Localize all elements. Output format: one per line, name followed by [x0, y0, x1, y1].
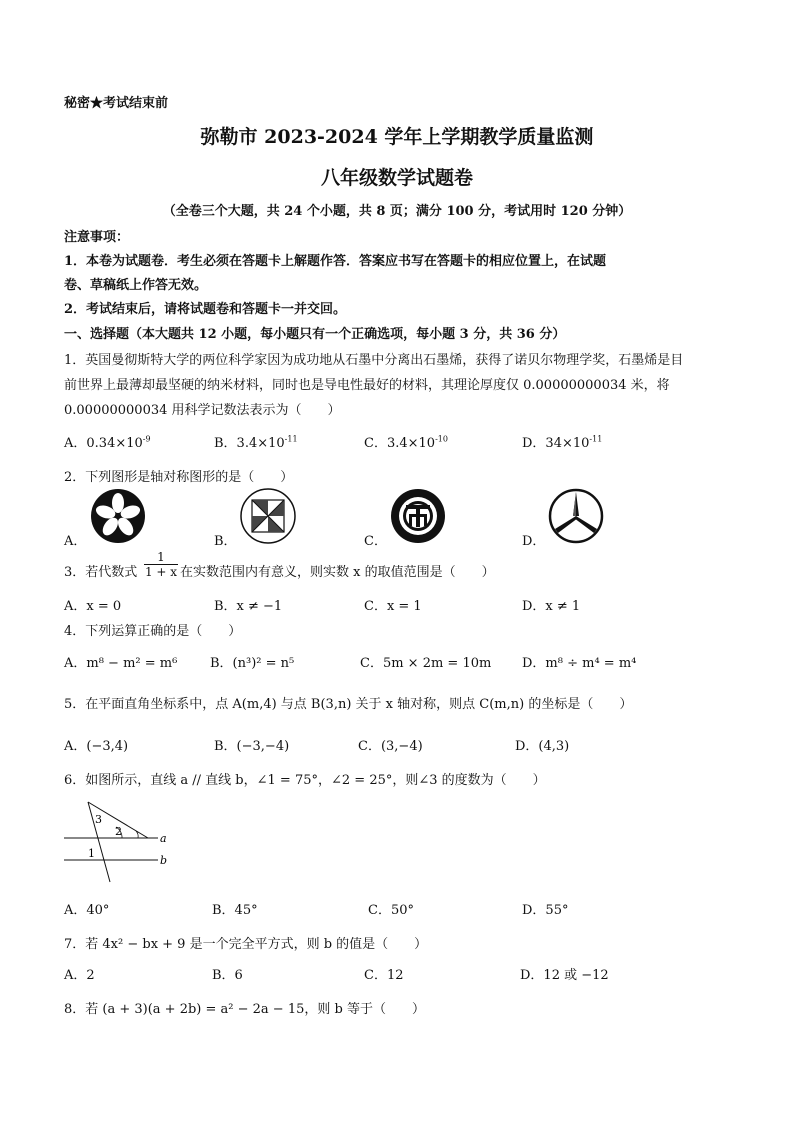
question-3-pre: 3．若代数式 — [64, 565, 138, 580]
q1-option-b — [214, 432, 298, 451]
q6-option-c: C．50° — [368, 903, 414, 918]
q4-option-a: A．m⁸ − m² = m⁶ — [64, 656, 178, 671]
notice-item-1-line-1: 1．本卷为试题卷．考生必须在答题卡上解题作答．答案应书写在答题卡的相应位置上，在试题 — [64, 254, 607, 269]
notice-item-1-line-2: 卷、草稿纸上作答无效。 — [64, 278, 208, 293]
question-7: 7．若 4x² − bx + 9 是一个完全平方式，则 b 的值是（ ） — [64, 937, 428, 952]
q6-option-b: B．45° — [212, 903, 258, 918]
q1-option-c — [364, 432, 448, 451]
q1-option-d-text: D．34×10 — [522, 436, 590, 451]
q2-option-d: D． — [522, 534, 546, 549]
q5-option-d: D．(4,3) — [515, 739, 570, 754]
q2-option-c: C． — [364, 534, 387, 549]
railway-emblem-icon — [390, 488, 446, 544]
question-2: 2．下列图形是轴对称图形的是（ ） — [64, 470, 294, 485]
q3-fraction-denominator: 1 + x — [144, 565, 178, 579]
q4-option-c: C．5m × 2m = 10m — [360, 656, 492, 671]
q3-fraction-numerator: 1 — [157, 550, 165, 564]
question-3-post: 在实数范围内有意义，则实数 x 的取值范围是（ ） — [180, 565, 495, 580]
q6-option-a: A．40° — [64, 903, 110, 918]
q3-option-a: A．x = 0 — [64, 599, 122, 614]
q2-option-a: A． — [64, 534, 87, 549]
question-4: 4．下列运算正确的是（ ） — [64, 624, 242, 639]
exam-title: 弥勒市 2023-2024 学年上学期教学质量监测 — [200, 126, 594, 148]
exam-info: （全卷三个大题，共 24 个小题，共 8 页；满分 100 分，考试用时 120 分钟） — [162, 204, 632, 219]
q2-option-b: B． — [214, 534, 237, 549]
q1-option-d-exp: -11 — [589, 434, 603, 444]
q1-option-b-text: B．3.4×10 — [214, 436, 285, 451]
q4-option-d: D．m⁸ ÷ m⁴ = m⁴ — [522, 656, 637, 671]
secret-label: 秘密★考试结束前 — [64, 96, 169, 111]
line-a-label: a — [160, 832, 167, 845]
q7-option-c: C．12 — [364, 968, 404, 983]
q1-option-c-exp: -10 — [435, 434, 448, 444]
question-5: 5．在平面直角坐标系中，点 A(m,4) 与点 B(3,n) 关于 x 轴对称，则点 C(m,n) 的坐标是（ ） — [64, 697, 633, 712]
bauhinia-emblem-icon — [90, 488, 146, 544]
q1-option-c-text: C．3.4×10 — [364, 436, 436, 451]
three-pointed-star-icon — [548, 488, 604, 544]
q7-option-a: A．2 — [64, 968, 95, 983]
angle-2-label: 2 — [115, 825, 122, 838]
q5-option-b: B．(−3,−4) — [214, 739, 290, 754]
pinwheel-icon — [240, 488, 296, 544]
notice-item-2: 2．考试结束后，请将试题卷和答题卡一并交回。 — [64, 302, 347, 317]
q3-fraction — [144, 550, 178, 579]
q1-option-a — [64, 432, 151, 451]
q3-option-d: D．x ≠ 1 — [522, 599, 581, 614]
section-1-heading: 一、选择题（本大题共 12 小题，每小题只有一个正确选项，每小题 3 分，共 36 分） — [64, 327, 566, 342]
q5-option-a: A．(−3,4) — [64, 739, 129, 754]
line-b-label: b — [160, 854, 168, 867]
angle-1-label: 1 — [88, 847, 95, 860]
question-1-line-1: 1．英国曼彻斯特大学的两位科学家因为成功地从石墨中分离出石墨烯，获得了诺贝尔物理学奖，石墨烯是目 — [64, 353, 684, 368]
q7-option-d: D．12 或 −12 — [520, 968, 609, 983]
q4-option-b: B．(n³)² = n⁵ — [210, 656, 295, 671]
question-8: 8．若 (a + 3)(a + 2b) = a² − 2a − 15，则 b 等于（ ） — [64, 1002, 425, 1017]
q1-option-a-exp: -9 — [142, 434, 151, 444]
question-1-line-2: 前世界上最薄却最坚硬的纳米材料，同时也是导电性最好的材料，其理论厚度仅 0.00000000034 米，将 — [64, 378, 670, 393]
q1-option-d — [522, 432, 602, 451]
q1-option-b-exp: -11 — [284, 434, 298, 444]
q6-parallel-lines-figure — [62, 796, 172, 886]
notice-heading: 注意事项： — [64, 230, 130, 245]
question-6: 6．如图所示，直线 a // 直线 b，∠1 = 75°，∠2 = 25°，则∠3 的度数为（ ） — [64, 773, 546, 788]
angle-3-label: 3 — [95, 813, 102, 826]
q3-option-c: C．x = 1 — [364, 599, 422, 614]
question-1-line-3: 0.00000000034 用科学记数法表示为（ ） — [64, 403, 341, 418]
q6-option-d: D．55° — [522, 903, 569, 918]
exam-subtitle: 八年级数学试题卷 — [320, 167, 473, 189]
q5-option-c: C．(3,−4) — [358, 739, 423, 754]
q7-option-b: B．6 — [212, 968, 243, 983]
q1-option-a-text: A．0.34×10 — [64, 436, 143, 451]
q3-option-b: B．x ≠ −1 — [214, 599, 283, 614]
